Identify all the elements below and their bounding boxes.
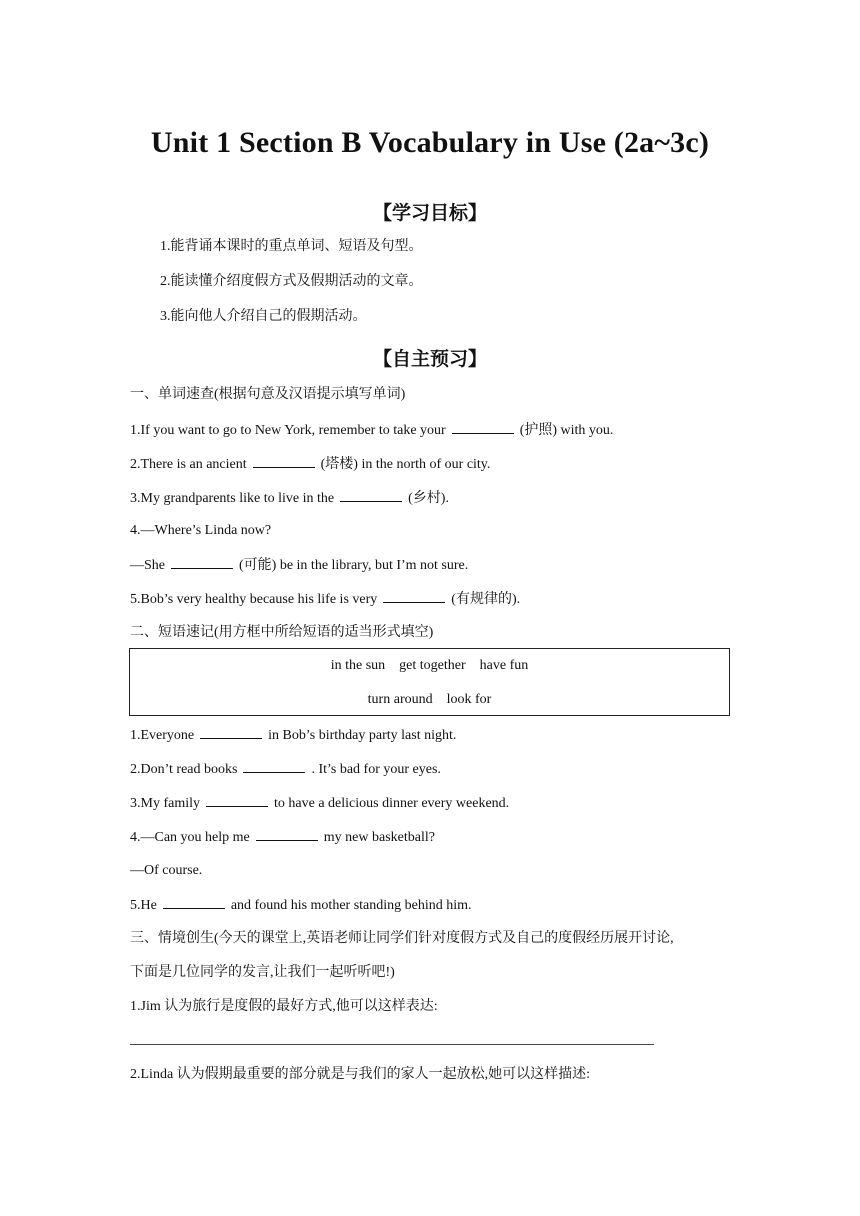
question-text: 5.He: [130, 898, 157, 913]
question-text: 1.If you want to go to New York, remember to take your: [130, 423, 446, 438]
question-text: to have a delicious dinner every weekend.: [274, 796, 510, 811]
answer-blank[interactable]: [171, 556, 233, 569]
vocab-question-4a: 4.—Where’s Linda now?: [130, 523, 272, 538]
answer-blank[interactable]: [452, 421, 514, 434]
answer-blank[interactable]: [206, 794, 268, 807]
objective-item: 1.能背诵本课时的重点单词、短语及句型。: [160, 239, 423, 254]
answer-blank[interactable]: [256, 828, 318, 841]
question-text: 3.My family: [130, 796, 200, 811]
question-text: . It’s bad for your eyes.: [311, 762, 441, 777]
vocab-question-4b: [130, 556, 468, 575]
question-text: (护照) with you.: [519, 423, 614, 438]
question-text: (可能) be in the library, but I’m not sure.: [239, 558, 469, 573]
phrase-question-4a: [130, 828, 435, 847]
answer-blank[interactable]: [253, 455, 315, 468]
answer-blank[interactable]: [340, 489, 402, 502]
answer-blank[interactable]: [243, 760, 305, 773]
question-text: in Bob’s birthday party last night.: [268, 728, 457, 743]
phrase-row: turn around look for: [367, 692, 492, 707]
situation-question-1: 1.Jim 认为旅行是度假的最好方式,他可以这样表达:: [130, 999, 438, 1014]
page-title: Unit 1 Section B Vocabulary in Use (2a~3c): [150, 126, 710, 159]
phrase-question-2: [130, 760, 441, 779]
vocab-question-5: [130, 590, 520, 609]
situation-question-2: 2.Linda 认为假期最重要的部分就是与我们的家人一起放松,她可以这样描述:: [130, 1067, 591, 1082]
question-text: 2.There is an ancient: [130, 457, 247, 472]
part2-heading: 二、短语速记(用方框中所给短语的适当形式填空): [130, 625, 434, 640]
part1-heading: 一、单词速查(根据句意及汉语提示填写单词): [130, 387, 406, 402]
phrase-question-3: [130, 794, 509, 813]
question-text: 3.My grandparents like to live in the: [130, 491, 335, 506]
phrase-question-4b: —Of course.: [130, 863, 203, 878]
part3-heading-cont: 下面是几位同学的发言,让我们一起听听吧!): [130, 965, 395, 980]
answer-line[interactable]: [130, 1044, 654, 1045]
answer-blank[interactable]: [200, 726, 262, 739]
objectives-heading: 【学习目标】: [372, 202, 487, 224]
question-text: 2.Don’t read books: [130, 762, 238, 777]
vocab-question-3: [130, 489, 449, 508]
question-text: 4.—Can you help me: [130, 830, 250, 845]
preview-heading: 【自主预习】: [372, 348, 487, 370]
question-text: (有规律的).: [451, 592, 521, 607]
phrase-box: [129, 648, 730, 716]
phrase-question-5: [130, 896, 472, 915]
answer-blank[interactable]: [163, 896, 225, 909]
phrase-row: in the sun get together have fun: [330, 658, 529, 673]
objective-item: 2.能读懂介绍度假方式及假期活动的文章。: [160, 274, 423, 289]
question-text: 1.Everyone: [130, 728, 195, 743]
question-text: and found his mother standing behind him.: [230, 898, 472, 913]
question-text: my new basketball?: [323, 830, 435, 845]
question-text: —She: [130, 558, 165, 573]
vocab-question-2: [130, 455, 490, 474]
answer-blank[interactable]: [383, 590, 445, 603]
objective-item: 3.能向他人介绍自己的假期活动。: [160, 309, 367, 324]
question-text: (塔楼) in the north of our city.: [320, 457, 491, 472]
vocab-question-1: [130, 421, 613, 440]
part3-heading: 三、情境创生(今天的课堂上,英语老师让同学们针对度假方式及自己的度假经历展开讨论,: [130, 931, 674, 946]
question-text: (乡村).: [408, 491, 449, 506]
phrase-question-1: [130, 726, 456, 745]
question-text: 5.Bob’s very healthy because his life is very: [130, 592, 378, 607]
